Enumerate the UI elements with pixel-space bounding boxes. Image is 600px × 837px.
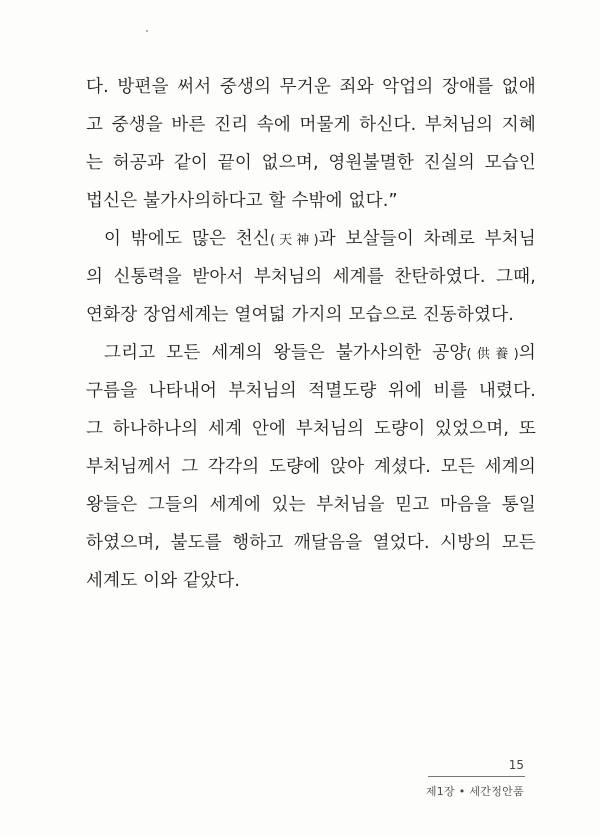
text-fragment: 이 밖에도 많은 천신: [104, 229, 270, 249]
paragraph-2: [86, 220, 536, 334]
paragraph-3: [86, 334, 536, 600]
paragraph-1: [86, 68, 536, 220]
body-text: [86, 68, 536, 600]
hanja-annotation: (天神): [269, 233, 319, 248]
page-number: 15: [508, 758, 524, 772]
hanja-annotation: (供養): [466, 347, 519, 362]
text-line: 구름을 나타내어 부처님의 적멸도량 위에 비를 내렸다.: [86, 381, 536, 401]
text-line: [86, 220, 536, 258]
text-line: 하였으며, 불도를 행하고 깨달음을 열었다. 시방의 모든: [86, 533, 536, 553]
footer-divider: [428, 776, 525, 777]
text-line: 법신은 불가사의하다고 할 수밖에 없다.”: [86, 191, 398, 211]
text-line: 세계도 이와 같았다.: [86, 571, 241, 591]
text-line: 연화장 장엄세계는 열여덟 가지의 모습으로 진동하였다.: [86, 305, 514, 325]
chapter-title: 제1장 • 세간정안품: [425, 785, 524, 798]
text-line: 는 허공과 같이 끝이 없으며, 영원불멸한 진실의 모습인: [86, 153, 536, 173]
text-fragment: 의: [518, 343, 537, 363]
text-line: 왕들은 그들의 세계에 있는 부처님을 믿고 마음을 통일: [86, 495, 536, 515]
text-line: 부처님께서 그 각각의 도량에 앉아 계셨다. 모든 세계의: [86, 457, 536, 477]
text-line: 의 신통력을 받아서 부처님의 세계를 찬탄하였다. 그때,: [86, 267, 536, 287]
text-fragment: 과 보살들이 차례로 부처님: [318, 229, 536, 249]
paper-speck: [146, 30, 148, 32]
text-line: [86, 334, 536, 372]
text-fragment: 그리고 모든 세계의 왕들은 불가사의한 공양: [104, 343, 467, 363]
text-line: 고 중생을 바른 진리 속에 머물게 하신다. 부처님의 지혜: [86, 115, 536, 135]
text-line: 다. 방편을 써서 중생의 무거운 죄와 악업의 장애를 없애: [86, 77, 536, 97]
text-line: 그 하나하나의 세계 안에 부처님의 도량이 있었으며, 또: [86, 419, 536, 439]
